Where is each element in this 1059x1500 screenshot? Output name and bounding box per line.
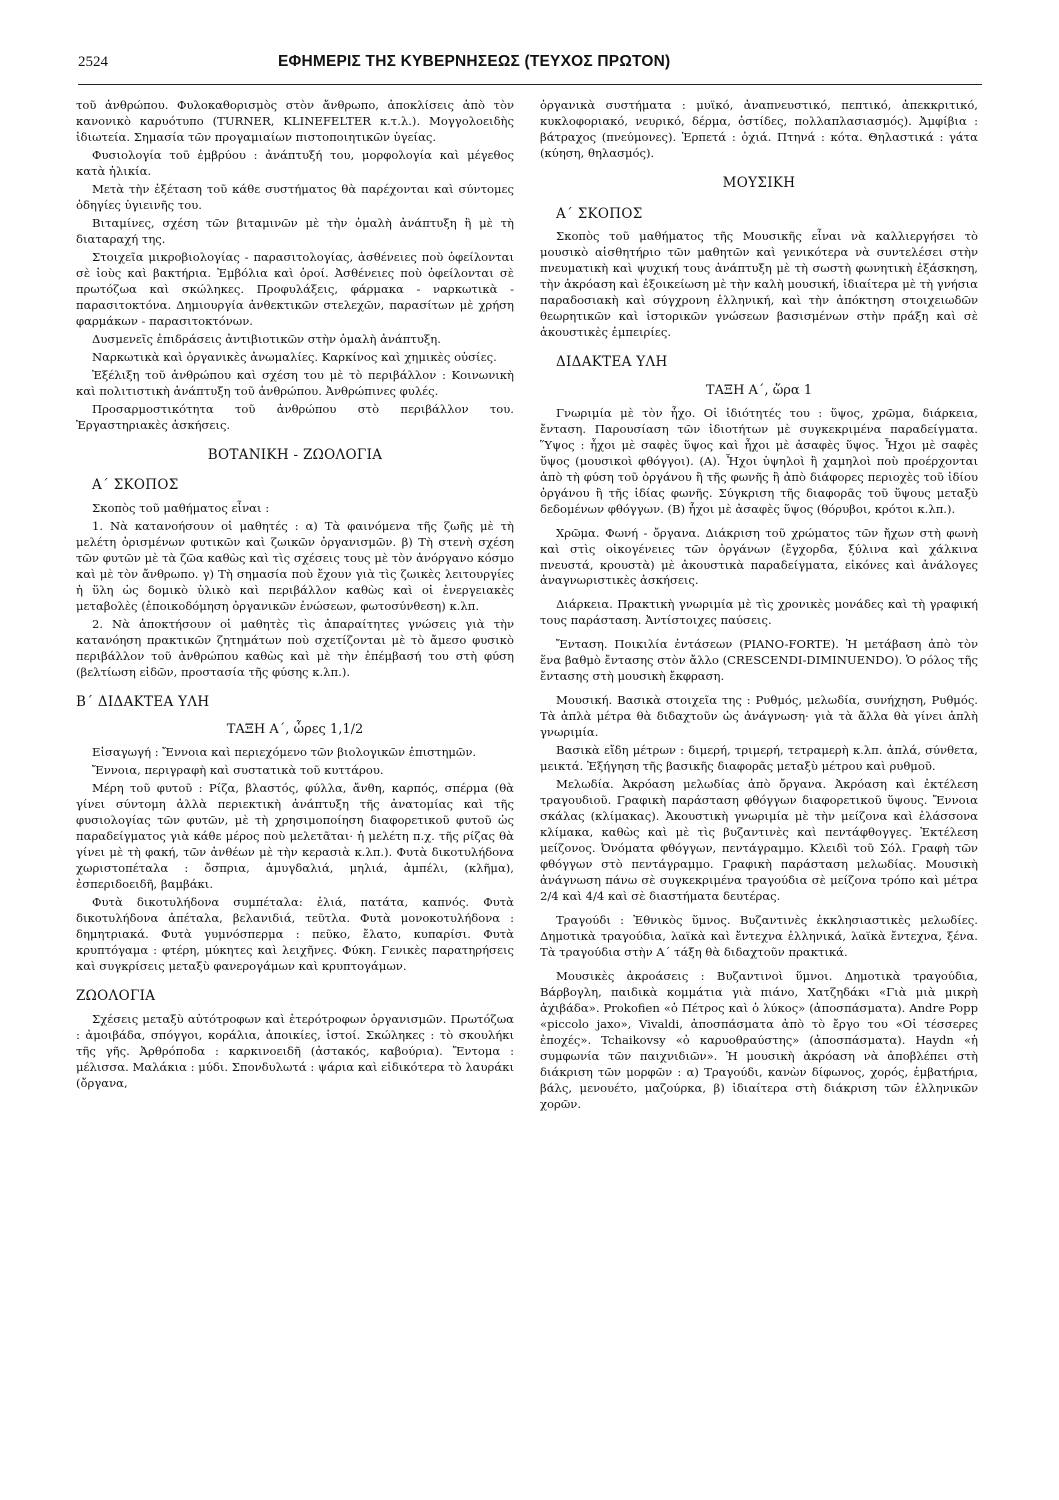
section-heading-zoology: ΖΩΟΛΟΓΙΑ — [76, 988, 156, 1005]
journal-title: ΕΦΗΜΕΡΙΣ ΤΗΣ ΚΥΒΕΡΝΗΣΕΩΣ (ΤΕΥΧΟΣ ΠΡΩΤΟΝ) — [278, 53, 671, 70]
class-heading: ΤΑΞΗ Α΄, ὧρες 1,1/2 — [226, 722, 364, 738]
paragraph: Ἔνταση. Ποικιλία ἐντάσεων (PIANO-FORTE). Ἡ μετάβαση ἀπὸ τὸν ἕνα βαθμὸ ἔντασης στὸν ἄλλο (CRESCENDI-DIMINUENDO). Ὁ ρόλος τῆς ἔντασης στὴ μουσικὴ ἔκφραση. — [540, 637, 978, 684]
paragraph: Στοιχεῖα μικροβιολογίας - παρασιτολογίας, ἀσθένειες ποὺ ὀφείλονται σὲ ἰοὺς καὶ βακτήρια. Ἐμβόλια καὶ ὀροί. Ἀσθένειες ποὺ ὀφείλονται σὲ πρωτόζωα καὶ σκώληκες. Προφυλάξεις, φάρμακα - ναρκωτικὰ - παρασιτοκτόνα. Δημιουργία ἀνθεκτικῶν στελεχῶν, παρασίτων μὲ χρήση φαρμάκων - παρασιτοκτόνων. — [76, 249, 514, 328]
paragraph: Χρῶμα. Φωνή - ὄργανα. Διάκριση τοῦ χρώματος τῶν ἤχων στὴ φωνὴ καὶ στὶς οἰκογένειες τῶν ὀργάνων (ἔγχορδα, ξύλινα καὶ χάλκινα πνευστά, κρουστὰ) μὲ ἀκουστικὰ παραδείγματα, εἰκόνες καὶ ἀνάλογες ἀναγνωριστικὲς ἀσκήσεις. — [540, 525, 978, 588]
paragraph: Μουσική. Βασικὰ στοιχεῖα της : Ρυθμός, μελωδία, συνήχηση, Ρυθμός. Τὰ ἁπλὰ μέτρα θὰ διδαχτοῦν ὡς ἀνάγνωση· γιὰ τὰ ἄλλα θὰ γίνει ἁπλὴ γνωριμία. — [540, 693, 978, 740]
paragraph: τοῦ ἀνθρώπου. Φυλοκαθορισμὸς στὸν ἄνθρωπο, ἀποκλίσεις ἀπὸ τὸν κανονικὸ καρυότυπο (TURNER, KLINEFELTER κ.τ.λ.). Μογγολοειδὴς ἰδιωτεία. Σημασία τῶν προγαμιαίων πιστοποιητικῶν ὑγείας. — [76, 98, 514, 144]
paragraph: Διάρκεια. Πρακτικὴ γνωριμία μὲ τὶς χρονικὲς μονάδες καὶ τὴ γραφική τους παράσταση. Ἀντίστοιχες παύσεις. — [540, 597, 978, 628]
paragraph: Γνωριμία μὲ τὸν ἦχο. Οἱ ἰδιότητές του : ὕψος, χρῶμα, διάρκεια, ἔνταση. Παρουσίαση τῶν ἰδιοτήτων μὲ συγκεκριμένα παραδείγματα. Ὕψος : ἦχοι μὲ σαφὲς ὕψος καὶ ἦχοι μὲ ἀσαφὲς ὕψος. Ἦχοι μὲ σαφὲς ὕψος (μουσικοὶ φθόγγοι). (Α). Ἦχοι ὑψηλοὶ ἢ χαμηλοὶ ποὺ προέρχονται ἀπὸ τὴ φύση τοῦ ὀργάνου ἢ τῆς φωνῆς ἢ ἀπὸ διάφορες περιοχὲς τοῦ ἰδίου ὀργάνου ἢ τῆς ἰδίας φωνῆς. Σύγκριση τῆς διαφορᾶς τοῦ ὕψους μεταξὺ δεδομένων φθόγγων. (Β) ἦχοι μὲ ἀσαφὲς ὕψος (θόρυβοι, κρότοι κ.λπ.). — [540, 405, 978, 516]
paragraph: ὀργανικὰ συστήματα : μυϊκό, ἀναπνευστικό, πεπτικό, ἀπεκκριτικό, κυκλοφοριακό, νευρικό, δέρμα, ὀστίδες, πολλαπλασιασμός). Ἀμφίβια : βάτραχος (πνεύμονες). Ἑρπετά : ὀχιά. Πτηνά : κότα. Θηλαστικά : γάτα (κύηση, θηλασμός). — [540, 98, 978, 160]
paragraph: Μουσικὲς ἀκροάσεις : Βυζαντινοὶ ὕμνοι. Δημοτικὰ τραγούδια, Βάρβογλη, παιδικὰ κομμάτια γιὰ πιάνο, Χατζηδάκι «Γιὰ μιὰ μικρὴ ἀχιβάδα». Prokofien «ὁ Πέτρος καὶ ὁ λύκος» (ἀποσπάσματα). Andre Popp «piccolo jaxo», Vivaldi, ἀποσπάσματα ἀπὸ τὸ ἔργο του «Οἱ τέσσερες ἐποχές». Tchaikovsy «ὁ καρυοθραύστης» (ἀποσπάσματα). Haydn «ἡ συμφωνία τῶν παιχνιδιῶν». Ἡ μουσικὴ ἀκρόαση νὰ ἀποβλέπει στὴ διάκριση τῶν μορφῶν : α) Τραγούδι, κανὼν δίφωνος, χορός, ἐμβατήρια, βάλς, μενουέτο, μαζούρκα, β) ἰδιαίτερα στὴ διάκριση τῶν ἑλληνικῶν χορῶν. — [540, 969, 978, 1112]
left-column — [76, 98, 514, 1094]
section-heading-material: Β΄ ΔΙΔΑΚΤΕΑ ΥΛΗ — [76, 693, 210, 710]
class-heading: ΤΑΞΗ Α΄, ὥρα 1 — [705, 382, 813, 398]
paragraph: Σκοπὸς τοῦ μαθήματος εἶναι : — [92, 500, 270, 515]
paragraph: Μελωδία. Ἀκρόαση μελωδίας ἀπὸ ὄργανα. Ἀκρόαση καὶ ἐκτέλεση τραγουδιοῦ. Γραφικὴ παράσταση φθόγγων διαφορετικοῦ ὕψους. Ἔννοια σκάλας (κλίμακας). Ἀκουστικὴ γνωριμία μὲ τὴν μείζονα καὶ ἐλάσσονα κλίμακα, καθὼς καὶ μὲ τὶς βυζαντινὲς καὶ πεντάφθογγες. Ἐκτέλεση μείζονος. Ὀνόματα φθόγγων, πεντάγραμμο. Κλειδὶ τοῦ Σόλ. Γραφὴ τῶν φθόγγων στὸ πεντάγραμμο. Γραφικὴ παράσταση μελωδίας. Μουσικὴ ἀνάγνωση πάνω σὲ συγκεκριμένα τραγούδια σὲ μείζονα τρόπο καὶ μέτρα 2/4 καὶ 4/4 καὶ σὲ διαστήματα δευτέρας. — [540, 777, 978, 904]
section-heading-music: ΜΟΥΣΙΚΗ — [722, 174, 796, 191]
paragraph: Τραγούδι : Ἐθνικὸς ὕμνος. Βυζαντινὲς ἐκκλησιαστικὲς μελωδίες. Δημοτικὰ τραγούδια, λαϊκὰ καὶ ἔντεχνα ἑλληνικά, λαϊκὰ ἔντεχνα, ξένα. Τὰ τραγούδια στὴν Α΄ τάξη θὰ διδαχτοῦν πρακτικά. — [540, 913, 978, 960]
paragraph: Ἔννοια, περιγραφὴ καὶ συστατικὰ τοῦ κυττάρου. — [92, 763, 384, 778]
page-number: 2524 — [78, 54, 108, 70]
section-heading-aim: Α΄ ΣΚΟΠΟΣ — [556, 205, 643, 222]
section-heading-material: ΔΙΔΑΚΤΕΑ ΥΛΗ — [556, 354, 668, 371]
paragraph: Ναρκωτικὰ καὶ ὀργανικὲς ἀνωμαλίες. Καρκίνος καὶ χημικὲς οὐσίες. — [92, 349, 497, 364]
section-heading-botany-zoology: ΒΟΤΑΝΙΚΗ - ΖΩΟΛΟΓΙΑ — [207, 446, 383, 463]
paragraph: 2. Νὰ ἀποκτήσουν οἱ μαθητὲς τὶς ἀπαραίτητες γνώσεις γιὰ τὴν κατανόηση πρακτικῶν ζητημάτων ποὺ σχετίζονται μὲ τὸ ἄμεσο φυσικὸ περιβάλλον τοῦ ἀνθρώπου καθὼς καὶ μὲ τὴν ἐπέμβασή του στὴ φύση (βελτίωση εἰδῶν, προστασία τῆς φύσης κ.λπ.). — [76, 616, 514, 679]
paragraph: Μέρη τοῦ φυτοῦ : Ρίζα, βλαστός, φύλλα, ἄνθη, καρπός, σπέρμα (θὰ γίνει σύντομη ἀλλὰ περιεκτικὴ ἀνάπτυξη τῆς ἀνατομίας καὶ τῆς φυσιολογίας τῶν φυτῶν, μὲ τὴ χρησιμοποίηση διαφορετικοῦ φυτοῦ ὡς παραδείγματος γιὰ κάθε μέρος ποὺ μελετᾶται· ἡ μελέτη π.χ. τῆς ρίζας θὰ γίνει μὲ τὴ φακή, τῶν ἀνθέων μὲ τὴν κερασιὰ κ.λπ.). Φυτὰ δικοτυλήδονα χωριστοπέταλα : ὄσπρια, ἀμυγδαλιά, μηλιά, ἀμπέλι, (κλῆμα), ἐσπεριδοειδῆ, βαμβάκι. — [76, 781, 514, 892]
paragraph: Φυσιολογία τοῦ ἐμβρύου : ἀνάπτυξή του, μορφολογία καὶ μέγεθος κατὰ ἡλικία. — [76, 147, 514, 178]
paragraph: Ἐξέλιξη τοῦ ἀνθρώπου καὶ σχέση του μὲ τὸ περιβάλλον : Κοινωνικὴ καὶ πολιτιστικὴ ἀνάπτυξη τοῦ ἀνθρώπου. Ἀνθρώπινες φυλές. — [76, 367, 514, 398]
section-heading-aim: Α΄ ΣΚΟΠΟΣ — [92, 477, 179, 494]
paragraph: Βιταμίνες, σχέση τῶν βιταμινῶν μὲ τὴν ὁμαλὴ ἀνάπτυξη ἢ μὲ τὴ διαταραχή της. — [76, 215, 514, 246]
paragraph: Σχέσεις μεταξὺ αὐτότροφων καὶ ἑτερότροφων ὀργανισμῶν. Πρωτόζωα : ἀμοιβάδα, σπόγγοι, κοράλια, ἀποικίες, ἱστοί. Σκώληκες : τὸ σκουλήκι τῆς γῆς. Ἀρθρόποδα : καρκινοειδῆ (ἀστακός, καβούρια). Ἔντομα : μέλισσα. Μαλάκια : μύδι. Σπονδυλωτά : ψάρια καὶ εἰδικότερα τὸ λαυράκι (ὄργανα, — [76, 1011, 514, 1090]
paragraph: Μετὰ τὴν ἐξέταση τοῦ κάθε συστήματος θὰ παρέχονται καὶ σύντομες ὁδηγίες ὑγιεινῆς του. — [76, 181, 514, 212]
paragraph: 1. Νὰ κατανοήσουν οἱ μαθητές : α) Τὰ φαινόμενα τῆς ζωῆς μὲ τὴ μελέτη ὁρισμένων φυτικῶν καὶ ζωικῶν ὀργανισμῶν. β) Τὴ στενὴ σχέση τῶν φυτῶν μὲ τὰ ζῶα καθὼς καὶ τὶς σχέσεις τους μὲ τὸν ἀνόργανο κόσμο καὶ μὲ τὸν ἄνθρωπο. γ) Τὴ σημασία ποὺ ἔχουν γιὰ τὶς ζωικὲς λειτουργίες ἡ ὕλη ὡς δομικὸ ὑλικὸ καὶ περιβάλλον καθὼς καὶ οἱ ἐνεργειακὲς μεταβολὲς (ἐποικοδόμηση ὀργανικῶν ἑνώσεων, φωτοσύνθεση) κ.λπ. — [76, 518, 514, 613]
paragraph: Εἰσαγωγή : Ἔννοια καὶ περιεχόμενο τῶν βιολογικῶν ἐπιστημῶν. — [92, 745, 477, 760]
right-column — [540, 98, 978, 1115]
paragraph: Φυτὰ δικοτυλήδονα συμπέταλα: ἐλιά, πατάτα, καπνός. Φυτὰ δικοτυλήδονα ἀπέταλα, βελανιδιά, τεῦτλα. Φυτὰ μονοκοτυλήδονα : δημητριακά. Φυτὰ γυμνόσπερμα : πεῦκο, ἔλατο, κυπαρίσι. Φυτὰ κρυπτόγαμα : φτέρη, μύκητες καὶ λειχῆνες. Φύκη. Γενικὲς παρατηρήσεις καὶ συγκρίσεις μεταξὺ φανερογάμων καὶ κρυπτογάμων. — [76, 895, 514, 974]
page-header — [78, 50, 982, 85]
paragraph: Σκοπὸς τοῦ μαθήματος τῆς Μουσικῆς εἶναι νὰ καλλιεργήσει τὸ μουσικὸ αἰσθητήριο τῶν μαθητῶν καὶ γενικότερα νὰ συντελέσει στὴν πνευματικὴ καὶ ψυχική τους ἀνάπτυξη μὲ τὴ σωστὴ φωνητικὴ ἐξάσκηση, τὴν ἀκρόαση καὶ ἐξοικείωση μὲ τὴν καλὴ μουσική, ἰδιαίτερα μὲ τὴ γνήσια παραδοσιακὴ καὶ σύγχρονη ἑλληνική, καὶ τὴν ἀπόκτηση στοιχειωδῶν θεωρητικῶν καὶ ἱστορικῶν γνώσεων βασισμένων στὴν πράξη καὶ σὲ ἀκουστικὲς ἐμπειρίες. — [540, 229, 978, 340]
paragraph: Προσαρμοστικότητα τοῦ ἀνθρώπου στὸ περιβάλλον του. Ἐργαστηριακὲς ἀσκήσεις. — [76, 401, 514, 432]
paragraph: Δυσμενεῖς ἐπιδράσεις ἀντιβιοτικῶν στὴν ὁμαλὴ ἀνάπτυξη. — [92, 331, 441, 346]
paragraph: Βασικὰ εἴδη μέτρων : διμερή, τριμερή, τετραμερὴ κ.λπ. ἁπλά, σύνθετα, μεικτά. Ἐξήγηση τῆς βασικῆς διαφορᾶς μεταξὺ μέτρου καὶ ρυθμοῦ. — [540, 743, 978, 774]
